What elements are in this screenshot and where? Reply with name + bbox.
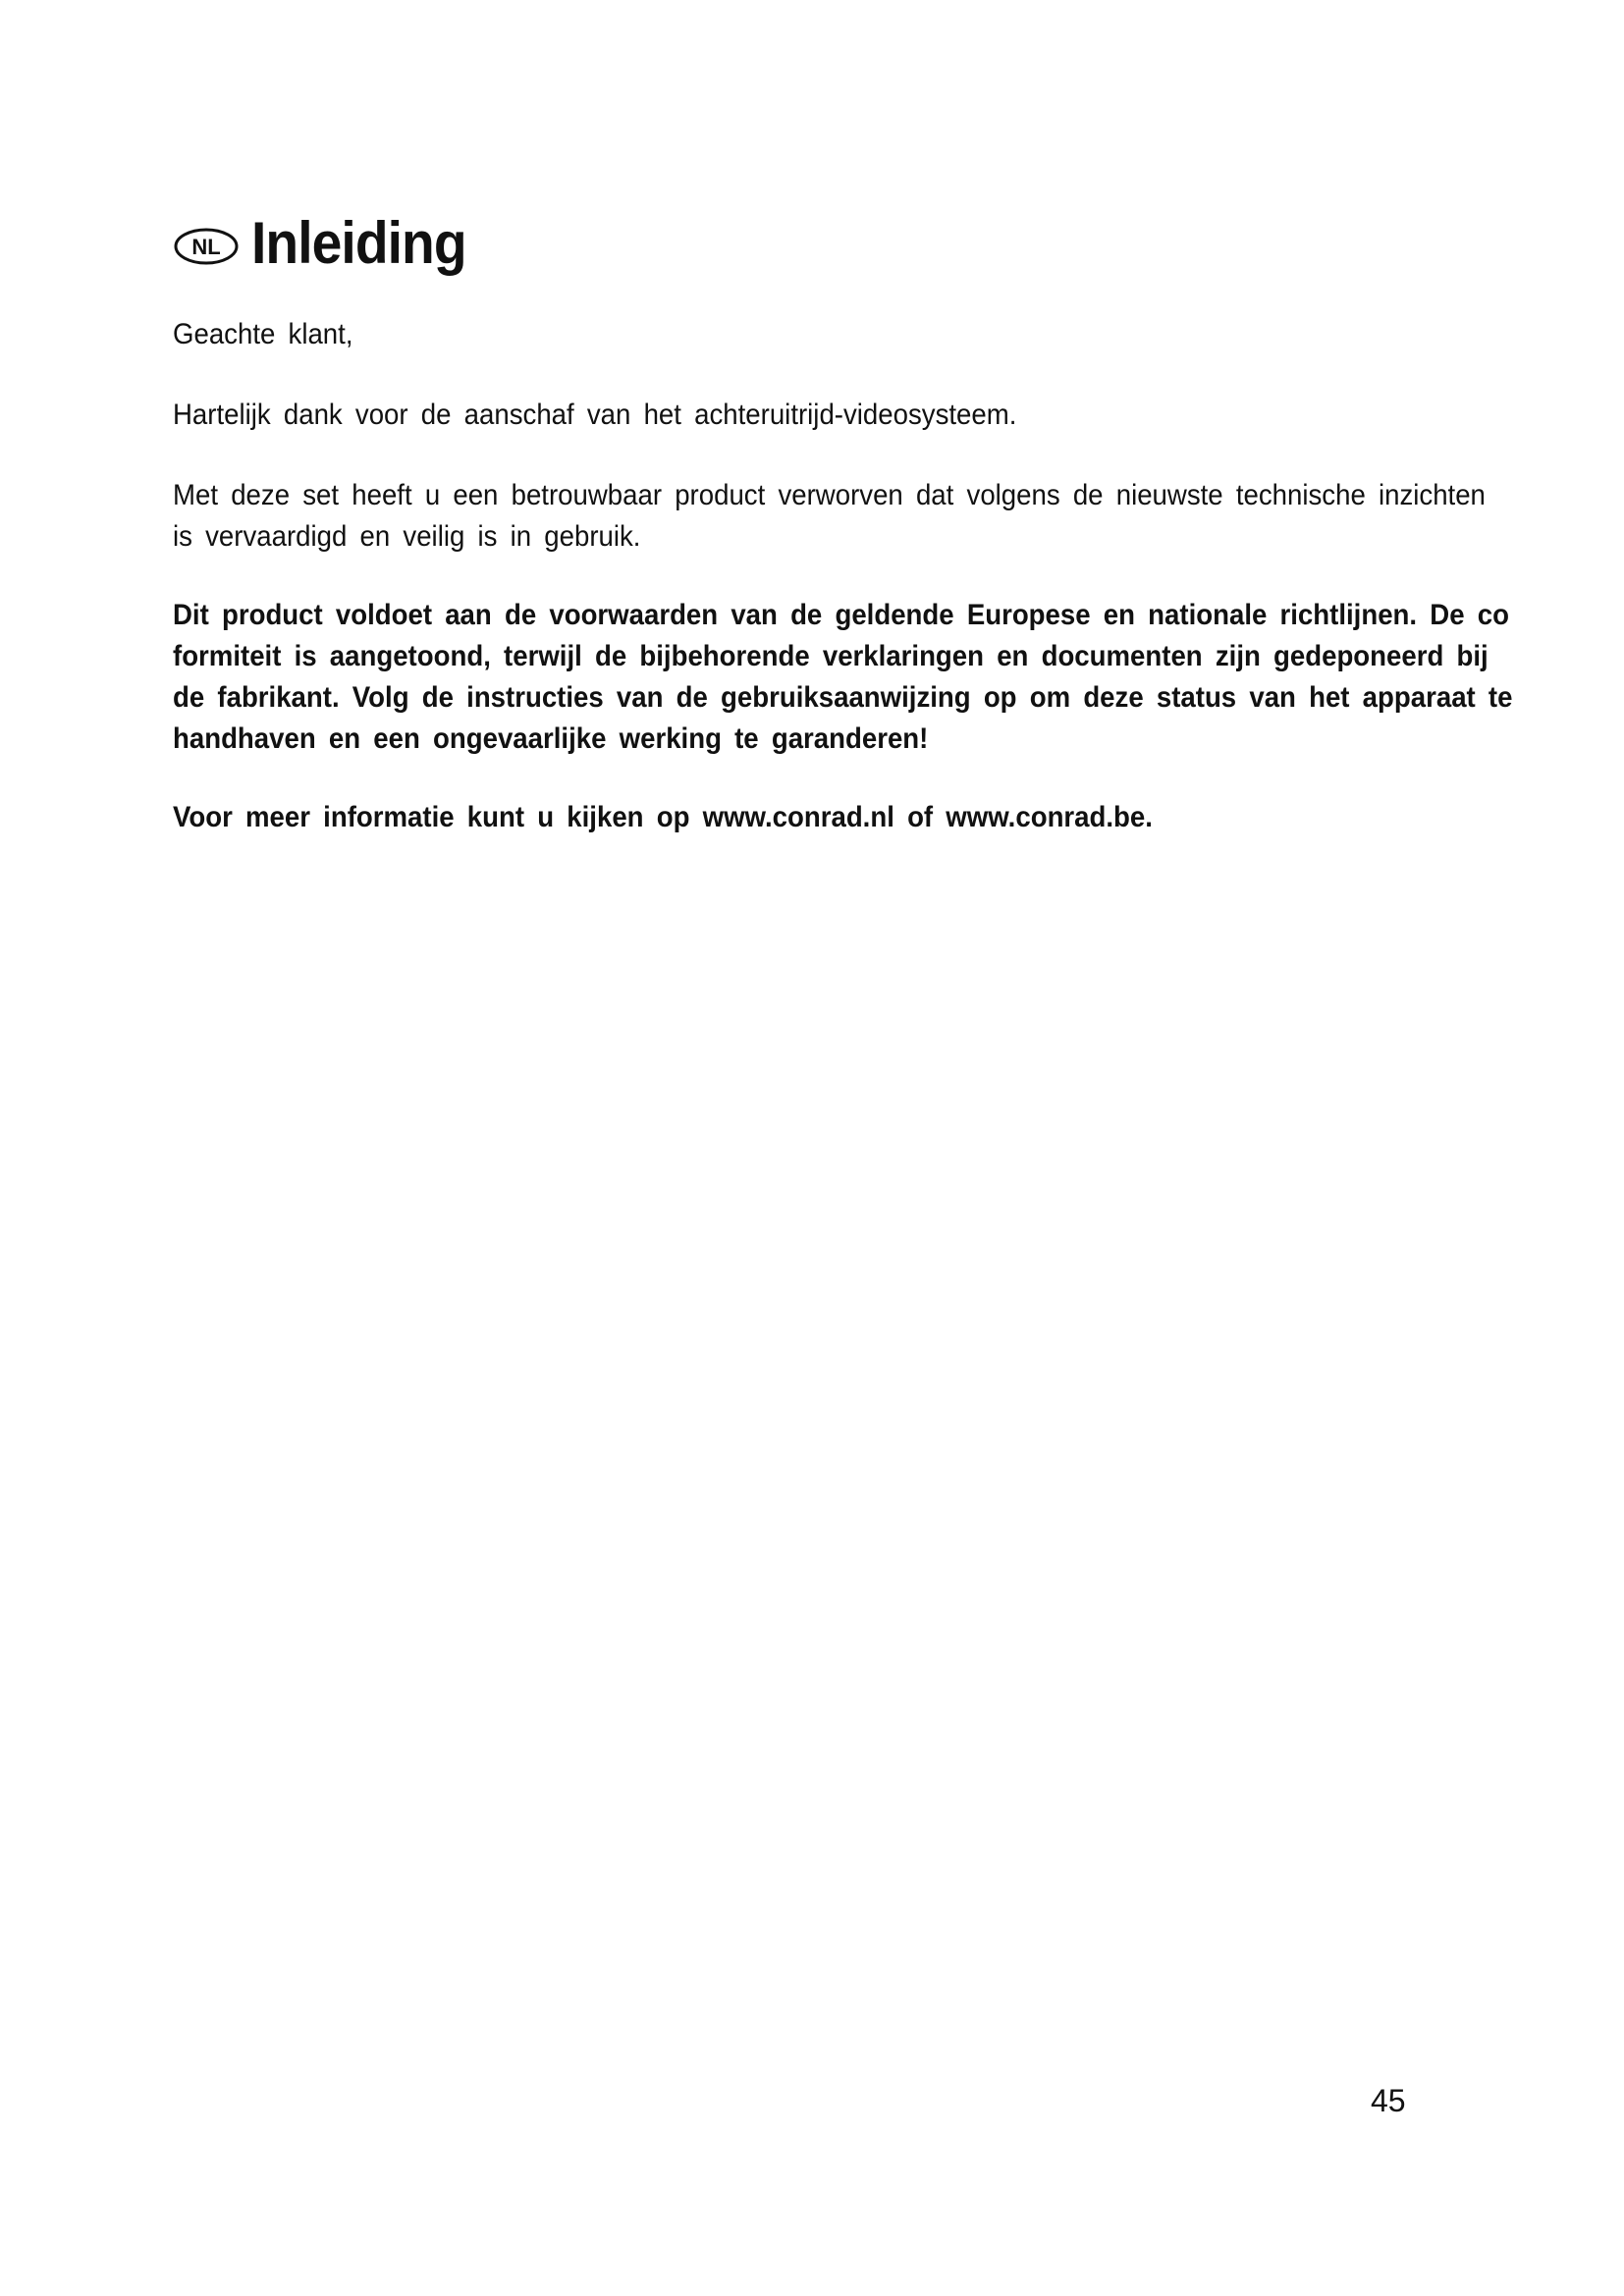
section-heading (173, 210, 485, 276)
paragraph-line: handhaven en een ongevaarlijke werking te garanderen! (173, 722, 929, 755)
language-badge-icon (173, 227, 240, 266)
greeting-paragraph: Geachte klant, (173, 318, 353, 350)
page-number: 45 (1371, 2083, 1406, 2118)
paragraph-line: de fabrikant. Volg de instructies van de gebruiksaanwijzing op om deze status van het apparaat te (173, 681, 1513, 714)
paragraph-line: is vervaardigd en veilig is in gebruik. (173, 520, 641, 553)
conformity-notice (173, 595, 1513, 760)
product-paragraph (173, 475, 1486, 558)
paragraph-line: Dit product voldoet aan de voorwaarden van de geldende Europese en nationale richtlijnen. De co (173, 599, 1509, 631)
thanks-paragraph: Hartelijk dank voor de aanschaf van het achteruitrijd-videosysteem. (173, 399, 1017, 431)
nl-oval-icon (173, 227, 240, 266)
page-title: Inleiding (251, 210, 466, 276)
language-badge-label: NL (191, 235, 221, 259)
paragraph-line: formiteit is aangetoond, terwijl de bijbehorende verklaringen en documenten zijn gedeponeerd bij (173, 640, 1489, 672)
more-info-paragraph: Voor meer informatie kunt u kijken op www.conrad.nl of www.conrad.be. (173, 801, 1153, 833)
paragraph-line: Met deze set heeft u een betrouwbaar product verworven dat volgens de nieuwste technische inzichten (173, 479, 1486, 511)
